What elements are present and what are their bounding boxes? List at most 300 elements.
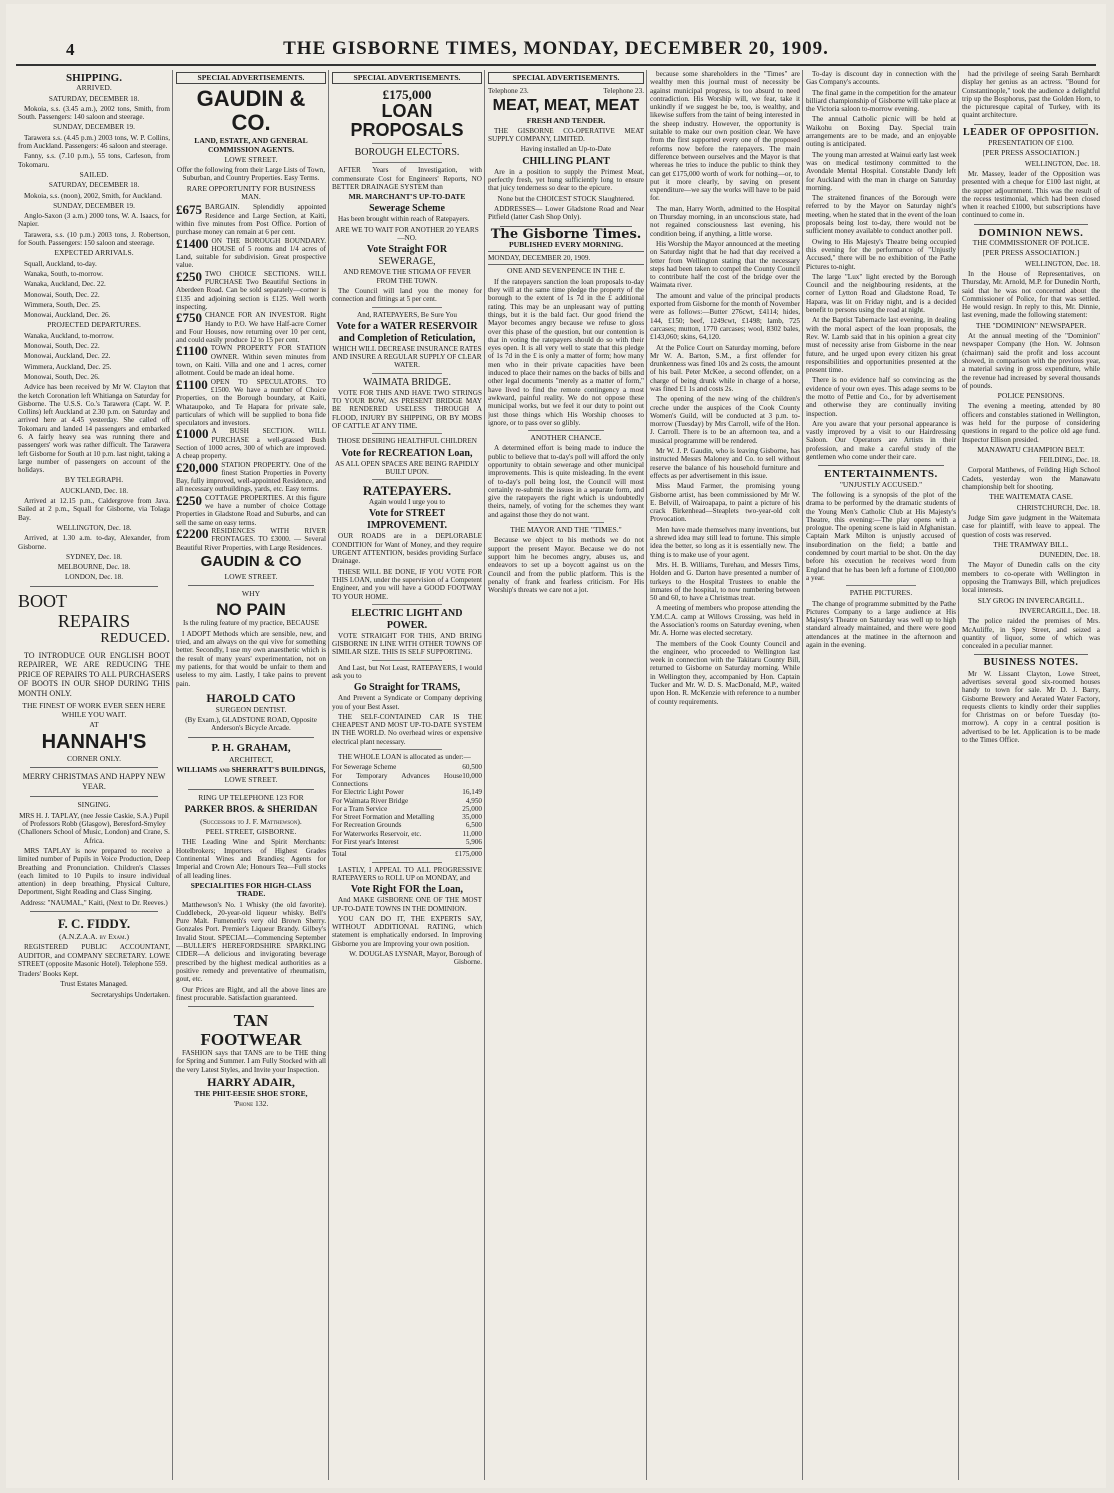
another-chance-title: ANOTHER CHANCE. [530, 433, 602, 443]
shipping-entry: Tarawera, s.s. (10 p.m.) 2003 tons, J. Robertson, for South. Passengers: 150 saloon and steerage. [18, 230, 170, 248]
council-text: The Council will land you the money for connection and fittings at 5 per cent. [332, 286, 482, 304]
listing [176, 270, 326, 311]
pensions-title: POLICE PENSIONS. [997, 391, 1065, 401]
gaudin-sub: LAND, ESTATE, AND GENERAL COMMISSION AGENTS. [194, 136, 308, 154]
unjustly-accused-title: "UNJUSTLY ACCUSED." [839, 479, 923, 489]
divider [974, 654, 1088, 655]
no-pain-title: NO PAIN [216, 600, 286, 620]
gaudin-title-2: GAUDIN & CO [200, 552, 302, 570]
news-paragraph: A meeting of members who propose attending the Y.M.C.A. camp at Willows Crossing, was held in the Association's rooms on Saturday evening, when Mr. A. Horne was elected secretary. [650, 604, 800, 638]
table-row [332, 821, 482, 829]
listing-price: £1000 [176, 426, 209, 442]
borough-electors: BOROUGH ELECTORS. [354, 147, 460, 159]
chilling-title: CHILLING PLANT [522, 155, 610, 167]
listing [176, 427, 326, 460]
loan-amount: £175,000 [382, 87, 432, 103]
newspaper-page [6, 4, 1106, 1488]
news-paragraph: Mr. Massey, leader of the Opposition was presented with a cheque for £100 last night, at the supper adjournment. This was the result of the recess testimonial, which had been closed when it reached £1000, but subscriptions have continued to come in. [962, 169, 1100, 220]
adair-title: HARRY ADAIR, [207, 1075, 295, 1090]
divider [372, 162, 442, 163]
news-paragraph: Are you aware that your personal appearance is vastly improved by a visit to our Hairdressing Saloon. Our Operators are Artists in their profession, and make a careful study of the gentlemen who come under their care. [806, 419, 956, 462]
divider [488, 264, 644, 265]
divider [528, 522, 604, 523]
electric-text: VOTE STRAIGHT FOR THIS, AND BRING GISBORNE IN LINE WITH OTHER TOWNS OF SIMILAR SIZE. THIS IS SELF SUPPORTING. [332, 631, 482, 657]
signature: W. DOUGLAS LYSNAR, Mayor, Borough of Gisborne. [349, 950, 482, 967]
taplay-address: Address: "NAUMAL," Kaiti, (Next to Dr. Reeves.) [20, 898, 168, 907]
prevent-text: And Prevent a Syndicate or Company depriving you of your Best Asset. [332, 694, 482, 711]
vote-sewerage: Vote Straight FOR [366, 244, 448, 256]
news-paragraph: The evening a meeting, attended by 80 officers and constables stationed in Wellington, was held for the purpose of considering questions in regard to the police old age fund. Inspector Ellison presided. [962, 402, 1100, 444]
column-divider [646, 70, 647, 1480]
vote-recreation: Vote for RECREATION Loan, [341, 447, 473, 459]
roads-text: OUR ROADS are in a DEPLORABLE CONDITION for Want of Money, and they require URGENT ATTENTION, besides providing Surface Drainage. [332, 532, 482, 566]
vote-trams: Go Straight for TRAMS, [353, 682, 461, 694]
sewerage-text: Has been brought within reach of Ratepayers. [338, 215, 470, 224]
newspaper-title: THE GISBORNE TIMES, MONDAY, DECEMBER 20, 1909. [283, 38, 829, 59]
why-label: WHY [241, 589, 261, 599]
shipping-entry: Tarawera s.s. (4.45 p.m.) 2003 tons, W. P. Collins, from Auckland. Passengers: 46 saloon and steerage. [18, 133, 170, 151]
leader-opposition-heading: LEADER OF OPPOSITION. [963, 126, 1099, 138]
another-chance-text: A determined effort is being made to induce the public to believe that to-day's poll will afford the only opportunity to obtain sewerage and other municipal improvements. This is quite misleading. In the event of to-day's poll being lost, the Council will most certainly re-submit the issues in a separate form, and give the ratepayers the right which is undoubtedly theirs, namely, of voting for the schemes they want and against those they do not want. [488, 444, 644, 519]
column-divider [802, 70, 803, 1480]
parker-title: PARKER BROS. & SHERIDAN [184, 804, 318, 815]
coop-text: THE GISBORNE CO-OPERATIVE MEAT SUPPLY COMPANY, LIMITED. [488, 126, 644, 144]
divider [188, 789, 314, 790]
column-loan-proposals [332, 70, 482, 1480]
listing-price: £1400 [176, 235, 209, 251]
divider [372, 433, 442, 434]
ring-label: RING UP TELEPHONE 123 FOR [198, 792, 304, 802]
these-text: THESE WILL BE DONE, IF YOU VOTE FOR THIS LOAN, under the supervision of a Competent Engineer, and you will have a GOOD FOOTWAY TO YOUR HOME. [332, 567, 482, 601]
healthful-text: THOSE DESIRING HEALTHFUL CHILDREN [337, 437, 477, 446]
allocation-amount: 11,000 [462, 829, 482, 838]
listing [176, 311, 326, 344]
no-pain-sub: Is the ruling feature of my practice, BECAUSE [182, 619, 320, 628]
telegraph-entry: SYDNEY, Dec. 18. [66, 552, 122, 561]
loan-title: LOAN PROPOSALS [350, 101, 464, 141]
allocation-amount: 4,950 [465, 796, 482, 805]
arrived-heading: ARRIVED. [76, 83, 112, 93]
allocation-item: For Electric Light Power [332, 788, 404, 797]
cato-sub: SURGEON DENTIST. [215, 704, 287, 714]
news-paragraph: Men have made themselves many inventions, but a shrewd idea may still lead to fortune. This simple idea the better, so long as it is essentially new. The thing is to make use of your agent. [650, 525, 800, 559]
dominion-news-heading: DOMINION NEWS. [978, 226, 1084, 239]
waimata-text: VOTE FOR THIS AND HAVE TWO STRINGS TO YOUR BOW, AS PRESENT BRIDGE MAY BE RENDERED USELESS THROUGH A FLOOD, INJURY BY SHIPPING, OR BY MOBS OF CATTLE AT ANY TIME. [332, 388, 482, 430]
chilling-text: Are in a position to supply the Primest Meat, perfectly fresh, yet hung sufficiently long to ensure that juicy tenderness so dear to the epicure. [488, 167, 644, 193]
telegraph-entry: Arrived, at 1.30 a.m. to-day, Alexander, from Gisborne. [18, 534, 170, 551]
column-shipping [18, 70, 170, 1480]
marchant-label: MR. MARCHANT'S UP-TO-DATE [348, 192, 466, 202]
divider [488, 251, 644, 252]
lastly-text: LASTLY, I APPEAL TO ALL PROGRESSIVE RATEPAYERS to ROLL UP on MONDAY, and [332, 865, 482, 882]
dateline: WELLINGTON, Dec. 18. [1024, 159, 1100, 168]
fiddy-foot: Secretaryships Undertaken. [90, 990, 170, 999]
entertainments-heading: ENTERTAINMENTS. [824, 468, 938, 481]
allocation-item: For Temporary Advances House Connections [332, 771, 463, 788]
allocation-item: For a Tram Service [332, 804, 388, 813]
listing-text: RESIDENCES WITH RIVER FRONTAGES. TO £3000. — Several Beautiful River Properties, with Large Residences. [176, 526, 326, 552]
table-row [332, 813, 482, 821]
news-paragraph: In the House of Representatives, on Thursday, Mr. Arnold, M.P. for Dunedin North, said that he was not concerned about the Commissioner of Police, for that was settled. He would resign. In reply to this, Mr. Dinnie, last evening, made the following statement: [962, 269, 1100, 320]
ratepayers-text: And, RATEPAYERS, Be Sure You [357, 310, 457, 319]
graham-sub: ARCHITECT, [229, 754, 273, 764]
listing-text: A BUSH SECTION. WILL PURCHASE a well-grassed Bush Section of 1000 acres, 300 of which are improved. A cheap property. [176, 427, 326, 461]
news-paragraph: Owing to His Majesty's Theatre being occupied this evening for the performance of "Unjustly Accused," there will be no exhibition of the Pathe Pictures to-night. [806, 237, 956, 271]
masthead-rule [16, 64, 1096, 66]
allocation-table [332, 763, 482, 858]
published-label: PUBLISHED EVERY MORNING. [508, 239, 623, 249]
page-number: 4 [66, 40, 75, 59]
list-item: Monowai, Auckland, Dec. 22. [24, 352, 111, 361]
boot-finest: THE FINEST OF WORK EVER SEEN HERE WHILE YOU WAIT. [22, 701, 166, 719]
prices-text: Our Prices are Right, and all the above lines are finest procurable. Satisfaction guaranteed. [176, 985, 326, 1002]
xmas-greeting: MERRY CHRISTMAS AND HAPPY NEW YEAR. [22, 772, 166, 792]
paper-title: The Gisborne Times. [490, 226, 642, 242]
make-text: And MAKE GISBORNE ONE OF THE MOST UP-TO-DATE TOWNS IN THE DOMINION. [332, 896, 482, 913]
self-contained-text: THE SELF-CONTAINED CAR IS THE CHEAPEST AND MOST UP-TO-DATE SYSTEM IN THE WORLD. No overhead wires or expensive electrical plant necessary. [332, 712, 482, 746]
divider [30, 911, 158, 912]
footwear-title: FOOTWEAR [200, 1030, 302, 1050]
news-paragraph: To-day is discount day in connection with the Gas Company's accounts. [806, 70, 956, 87]
boot-title: BOOT [18, 590, 67, 611]
news-paragraph: Miss Maud Farmer, the promising young Gisborne artist, has been commissioned by Mr W. E. Belvill, of Wairoapapa, to paint a picture of his crack Birkenhead—Steaplets two-year-old colt Provocation. [650, 482, 800, 524]
listing-text: CHANCE FOR AN INVESTOR. Right Handy to P.O. We have Half-acre Corner and Four Houses, now returning over 10 per cent, and could easily produce 12 to 15 per cent. [176, 311, 326, 345]
news-paragraph: The annual Catholic picnic will be held at Waikohu on Boxing Day. Special train arrangements are to be made, and an enjoyable outing is anticipated. [806, 115, 956, 149]
vote-loan: Vote Right FOR the Loan, [350, 884, 464, 896]
taplay-text: MRS TAPLAY is now prepared to receive a limited number of Pupils in Voice Production, Deep Breathing and Pronunciation. Children's Classes (each limited to 10 Pupils to insure individual attention) in deep breathing, Physical Culture, Deportment, Sight Reading and Class Singing. [18, 846, 170, 897]
column-advertisements-1 [176, 70, 326, 1480]
divider [188, 585, 314, 586]
divider [372, 862, 442, 863]
telephone-row [488, 87, 644, 95]
divider [372, 479, 442, 480]
list-item: Monowai, South, Dec. 22. [24, 342, 100, 351]
adair-phone: 'Phone 132. [233, 1099, 269, 1109]
telegraph-entry: AUCKLAND, Dec. 18. [59, 486, 129, 495]
allocation-amount: 5,906 [465, 838, 482, 847]
editorial-date: MONDAY, DECEMBER 20, 1909. [488, 254, 591, 263]
shipping-entry: Mokoia, s.s. (3.45 a.m.), 2002 tons, Smith, from South. Passengers: 140 saloon and steerage. [18, 104, 170, 122]
waimata-title: WAIMATA BRIDGE. [362, 376, 452, 388]
listing [176, 203, 326, 236]
news-paragraph: The police raided the premises of Mrs. McAuliffe, in Spey Street, and seized a quantity of liquor, some of which was concealed in a peculiar manner. [962, 617, 1100, 651]
parker-text: THE Leading Wine and Spirit Merchants: Hotelbrokers; Importers of Highest Grades Continental Wines and Brandies; Agents for Imperial and Crown Ale; Honours Tea—Full stocks of all leading lines. [176, 838, 326, 880]
pathe-title: PATHE PICTURES. [849, 588, 913, 598]
investigation-text: AFTER Years of Investigation, with commensurate Cost for Engineers' Reports, NO BETTER DRAINAGE SYSTEM than [332, 166, 482, 191]
table-row [332, 788, 482, 796]
telegraph-heading: BY TELEGRAPH. [64, 475, 124, 485]
news-paragraph: Mr W. Lissant Clayton, Lowe Street, advertises several good six-roomed houses handy to town for sale. Mr D. J. Barry, Gisborne Brewery and Aerated Water Factory, requests clients to kindly order their supplies for Christmas on or before Tuesday (to-morrow). A copy in a central position is advertised to be let. Application is to be made to the Times Office. [962, 669, 1100, 745]
listing-text: TWO CHOICE SECTIONS. WILL PURCHASE Two Beautiful Sections in Aberdeen Road. Can be sold separately—corner is £135 and adjoining section is £125. Well worth inspecting. [176, 269, 326, 311]
divider [818, 465, 944, 466]
news-paragraph: At the Police Court on Saturday morning, before Mr W. A. Barton, S.M., a first offender for drunkenness was fined 10s and 2s costs, the amount of his bail. Peter McKee, a second offender, on a charge of being drunk while in charge of a horse, was fined £1 1s and costs 2s. [650, 343, 800, 393]
allocation-item: For Recreation Grounds [332, 821, 402, 830]
specialities-heading: SPECIALITIES FOR HIGH-CLASS TRADE. [190, 880, 312, 899]
news-paragraph: The young man arrested at Wainui early last week was on medical testimony committed to the Avondale Mental Hospital. Constable Dandy left for Auckland with the man in charge on Saturday morning. [806, 150, 956, 192]
divider [372, 307, 442, 308]
telephone: Telephone 23. [603, 87, 644, 96]
table-row [332, 805, 482, 813]
listing [176, 461, 326, 494]
open-spaces-text: AS ALL OPEN SPACES ARE BEING RAPIDLY BUILT UPON. [334, 459, 480, 476]
allocation-amount: 35,000 [462, 813, 482, 822]
news-paragraph: Corporal Matthews, of Feilding High School Cadets, yesterday won the Manawatu championship belt for shooting. [962, 466, 1100, 492]
divider [30, 796, 158, 797]
list-item: Wimmera, South, Dec. 25. [24, 300, 101, 309]
news-paragraph: Mrs. H. B. Williams, Turehau, and Messrs Tims, Holden and G. Darton have presented a number of turkeys to the Hospital Trustees to enable the inmates of the hospital, to now numbering between 50 and 60, to have a Christmas treat. [650, 560, 800, 603]
listing [176, 494, 326, 527]
list-item: Monowai, South, Dec. 22. [24, 290, 100, 299]
vote-water: Vote for a WATER RESERVOIR [336, 320, 478, 332]
table-total-row [332, 848, 482, 858]
listing-text: STATION PROPERTY. One of the finest Station Properties in Poverty Bay, fully improved, well-appointed Residence, and all necessary outbuildings, yards, etc. Easy terms. [176, 460, 326, 494]
dateline: INVERCARGILL, Dec. 18. [1019, 606, 1100, 615]
parker-sub: (Successors to J. F. Matthewson). [200, 816, 302, 826]
divider [372, 373, 442, 374]
sailed-heading: SAILED. [79, 169, 109, 179]
fiddy-text: REGISTERED PUBLIC ACCOUNTANT, AUDITOR, and COMPANY SECRETARY. LOWE STREET (opposite Masonic Hotel). Telephone 559. [18, 943, 170, 968]
entertainment-text: The following is a synopsis of the plot of the drama to be performed by the dramatic students of the Young Men's Catholic Club at His Majesty's Theatre, this evening:—The play opens with a prologue. The opening scene is laid in Afghanistan. Captain Mark Milton is unjustly accused of insubordination on the field; a battle and condemned by court martial to be shot. On the day before his execution he receives word from England that he has been left a fortune of £100,000 a year. [806, 490, 956, 582]
listing-price: £250 [176, 268, 202, 284]
press-association: [PER PRESS ASSOCIATION.] [982, 248, 1080, 258]
news-paragraph: The straitened finances of the Borough were referred to by the Mayor on Saturday night's meeting, when he stated that in the event of the loan proposals being lost to-day, there would not be sufficient money available to conduct another poll. [806, 194, 956, 236]
business-notes-heading: BUSINESS NOTES. [983, 657, 1079, 669]
expected-heading: EXPECTED ARRIVALS. [54, 248, 134, 258]
column-local-news-1 [650, 70, 800, 1480]
table-row [332, 797, 482, 805]
shipping-entry: SATURDAY, DECEMBER 18. [48, 181, 140, 190]
boot-text: TO INTRODUCE OUR ENGLISH BOOT REPAIRER, WE ARE REDUCING THE PRICE OF REPAIRS TO ALL PURCHASERS OF BOOTS IN OUR SHOP DURING THIS MONTH ONLY. [18, 650, 170, 698]
divider [974, 124, 1088, 125]
telegraph-entry: LONDON, Dec. 18. [64, 573, 124, 582]
listing-price: £20,000 [176, 459, 219, 475]
sewerage-label: SEWERAGE, [378, 256, 436, 268]
shipping-advice: Advice has been received by Mr W. Clayton that the ketch Coronation left Whitianga on Saturday for Gisborne. The U.S.S. Co.'s Tarawera (Capt. W. P. Collins) left Auckland at 2.30 p.m. on Saturday and arrived here at 4.45 yesterday. She called off Tokomaru and landed 14 passengers and embarked 6. A fairly heavy sea was running there and passengers' work was rather difficult. The Tarawera left Gisborne for South at 10 p.m. last night, taking a large number of passengers on account of the holidays. [18, 383, 170, 475]
press-association: [PER PRESS ASSOCIATION.] [982, 148, 1080, 158]
pathe-text: The change of programme submitted by the Pathe Pictures Company to a large audience at His Majesty's Theatre on Saturday was well up to high standard already maintained, and there were good attendances at the matinee in the afternoon and again in the evening. [806, 599, 956, 649]
listing [176, 237, 326, 270]
tan-title: TAN [233, 1011, 269, 1031]
hannahs-title: HANNAH'S [41, 731, 147, 754]
article-title: ONE AND SEVENPENCE IN THE £. [507, 266, 625, 276]
electric-title: ELECTRIC LIGHT AND POWER. [351, 607, 463, 631]
list-item: Monowai, South, Dec. 26. [24, 372, 100, 381]
news-paragraph: The opening of the new wing of the children's creche under the auspices of the Cook County Women's Guild, will be conducted at 3 p.m. to-morrow (Tuesday) by Mrs Carroll, wife of the Hon. J. Carroll. There is to be an afternoon tea, and a musical programme will be rendered. [650, 395, 800, 445]
surance-text: WHICH WILL DECREASE INSURANCE RATES AND INSURE A REGULAR SUPPLY OF CLEAR WATER. [332, 344, 482, 370]
list-item: Wanaka, Auckland, Dec. 22. [24, 280, 106, 289]
listing-text: TOWN PROPERTY FOR STATION OWNER. Within seven minutes from town, on Kaiti. Villa and one and 1 acres, corner allotment. Could be made an ideal home. [176, 344, 326, 378]
presentation-title: PRESENTATION OF £100. [988, 138, 1074, 148]
allocation-amount: 16,149 [462, 788, 482, 797]
divider [30, 586, 158, 587]
dateline: CHRISTCHURCH, Dec. 18. [1016, 503, 1100, 512]
special-ads-heading: SPECIAL ADVERTISEMENTS. [332, 72, 482, 84]
divider [188, 737, 314, 738]
meat-title: MEAT, MEAT, MEAT [492, 96, 640, 114]
column-editorial [488, 70, 644, 1480]
corner-only: CORNER ONLY. [67, 754, 121, 764]
list-item: Wimmera, Auckland, Dec. 25. [24, 362, 112, 371]
waitemata-title: THE WAITEMATA CASE. [989, 492, 1073, 502]
vote-street: Vote for STREET IMPROVEMENT. [366, 508, 448, 532]
news-paragraph: Judge Sim gave judgment in the Waitemata case for plaintiff, with leave to appeal. The question of costs was reserved. [962, 513, 1100, 539]
allocation-item: For First year's Interest [332, 838, 399, 847]
allocation-amount: 60,500 [462, 763, 482, 772]
gaudin-street-2: LOWE STREET. [224, 571, 278, 581]
reduced-title: REDUCED. [100, 630, 170, 646]
gaudin-text: Offer the following from their Large Lists of Town, Suburban, and Country Properties. Easy Terms. [176, 166, 326, 183]
shipping-entry: SUNDAY, DECEMBER 19. [53, 123, 135, 132]
news-paragraph: The amount and value of the principal products exported from Gisborne for the month of November were as follows:—Butter 276cwt, £4114; hides, 144, £150; beef, 1249cwt, £1498; lamb, 725 carcases; mutton, 1770 carcases; wool, 8302 bales, £143,060; skins, 64,120. [650, 291, 800, 342]
cato-title: HAROLD CATO [206, 690, 296, 705]
news-paragraph: Mr W. J. P. Gaudin, who is leaving Gisborne, has instructed Messrs Maloney and Co. to sell without reserve the balance of his household furniture and effects as per advertisement in this issue. [650, 447, 800, 480]
rare-heading: RARE OPPORTUNITY FOR BUSINESS MAN. [186, 183, 316, 202]
singing-heading: SINGING. [77, 800, 111, 810]
column-local-news-2 [806, 70, 956, 1480]
dateline: DUNEDIN, Dec. 18. [1039, 551, 1100, 560]
boot-ad [18, 591, 170, 764]
news-paragraph: The final game in the competition for the amateur billiard championship of Gisborne will take place at the Victoria saloon to-morrow evening. [806, 88, 956, 114]
last-text: And Last, but Not Least, RATEPAYERS, I would ask you to [332, 663, 482, 680]
list-item: Wanaka, Auckland, to-morrow. [24, 331, 114, 340]
list-item: Squall, Auckland, to-day. [24, 259, 97, 268]
allocation-item: For Waterworks Reservoir, etc. [332, 829, 422, 838]
total-amount: £175,000 [455, 850, 482, 859]
shipping-heading: SHIPPING. [66, 72, 122, 84]
listing-price: £1100 [176, 376, 208, 392]
addresses-text: ADDRESSES— Lower Gladstone Road and Near Pitfield (latter Cash Shop Only). [488, 204, 644, 222]
listing-price: £1100 [176, 343, 208, 359]
news-paragraph: There is no evidence half so convincing as the evidence of your own eyes. This adage seems to be the motto of Pettie and Co., for by advertisement and otherwise they are continually inviting inspection. [806, 376, 956, 418]
whole-loan-text: THE WHOLE LOAN is allocated as under:— [338, 753, 471, 762]
allocation-amount: 10,000 [462, 771, 482, 780]
shipping-entry: Anglo-Saxon (3 a.m.) 2000 tons, W. A. Isaacs, for Napier. [18, 212, 170, 229]
sewerage-title: Sewerage Scheme [369, 203, 445, 215]
listing-text: BARGAIN. Splendidly appointed Residence and Large Section, at Kaiti, within five minutes from Post Office. Portion of purchase money can remain at 6 per cent. [176, 203, 326, 237]
mayor-times-text: Because we object to his methods we do not support the present Mayor. Because we do not support him he becomes angry, abuses us, and endeavors to set up a boycott against us on the Council and from the public platform. This is the penalty of frank and fearless criticism. For His Worship's threats we care not a jot. [488, 536, 644, 595]
listing-price: £2200 [176, 525, 209, 541]
at-label: AT [89, 719, 99, 729]
divider [30, 767, 158, 768]
column-divider [958, 70, 959, 1480]
divider [974, 224, 1088, 225]
newspaper-title-sub: THE "DOMINION" NEWSPAPER. [975, 320, 1087, 330]
repairs-title: REPAIRS [57, 610, 131, 631]
urge-text: Again would I urge you to [369, 498, 445, 507]
news-paragraph: At the annual meeting of the "Dominion" newspaper Company (the Hon. W. Johnson (chairman) said the profit and loss account showed, in comparison with the previous year, a material saving in gross expenditure, while the revenue had increased by several thousands of pounds. [962, 332, 1100, 390]
allocation-item: For Sewerage Scheme [332, 763, 397, 772]
gaudin-street: LOWE STREET. [224, 154, 278, 164]
total-label: Total [332, 850, 347, 859]
table-row [332, 830, 482, 838]
graham-building: WILLIAMS and SHERRATT'S BUILDINGS, [176, 765, 326, 774]
divider [528, 430, 604, 431]
listing-text: ON THE BOROUGH BOUNDARY. HOUSE of 5 rooms and 1/4 acres of Land, suitable for subdivision. Great prospective value. [176, 236, 326, 270]
news-paragraph: because some shareholders in the "Times" are wealthy men this journal must of necessity be against municipal progress, is too absurd to need contradiction. His Worship will, we fear, take it unkindly if we suggest he be, too, is wealthy, and likewise suffers from the taint of being interested in the sheep industry. However, the opportunity is suitable to make our own position clear. We have from the first supported every one of the proposed reforms now before the ratepayers. The main difference between ourselves and the Mayor is that whereas he tries to induce the public to think they can get £175,000 worth of work for nothing—or, to put it more clearly, by saving on present expenditure—we say the works will have to be paid for. [650, 70, 800, 203]
listing-price: £750 [176, 310, 202, 326]
singing-text: MRS H. J. TAPLAY, (nee Jessie Caskie, S.A.) Pupil of Professors Robb (Glasgow), Beresford-Smyley (Challoners School of Music, London) and Crane, S. Africa. [18, 811, 170, 845]
divider [372, 143, 442, 144]
completion-label: and Completion of Reticulation, [338, 332, 476, 344]
shipping-entry: Mokoia, s.s. (noon), 2002, Smith, for Auckland. [24, 191, 162, 200]
fashion-text: FASHION says that TANS are to be THE thing for Spring and Summer. I am Fully Stocked with all the very Latest Styles, and Invite your Inspection. [176, 1049, 326, 1074]
allocation-item: For Street Formation and Metalling [332, 813, 435, 822]
telephone: Telephone 23. [488, 87, 529, 96]
listing-price: £250 [176, 492, 202, 508]
listing-text: OPEN TO SPECULATORS. TO £1500. We have a number of Choice Properties, on the Borough boundary, at Kaiti, Whataupoko, and Te Hapara for private sale, particulars of which will be supplied to bona fide speculators and investors. [176, 377, 326, 428]
list-item: Wanaka, South, to-morrow. [24, 269, 103, 278]
graham-street: LOWE STREET. [224, 775, 278, 785]
divider [372, 604, 442, 605]
dateline: WELLINGTON, Dec. 18. [1024, 259, 1100, 268]
special-ads-heading: SPECIAL ADVERTISEMENTS. [176, 72, 326, 84]
mayor-times-title: THE MAYOR AND THE "TIMES." [510, 525, 622, 535]
fiddy-foot: Trust Estates Managed. [60, 980, 128, 989]
news-paragraph: had the privilege of seeing Sarah Bernhardt display her genius as an actress. "Bound for Constantinople," took the audience a delightful trip up the Bosphorus, past the Golden Horn, to the picturesque capital of Turkey, with its quaint architecture. [962, 70, 1100, 120]
shipping-entry: SATURDAY, DECEMBER 18. [48, 94, 140, 103]
manawatu-title: MANAWATU CHAMPION BELT. [977, 444, 1085, 454]
telegraph-entry: Arrived at 12.15 p.m., Caldergrove from Java. Sailed at 2 p.m., Squall for Gisborne, via Tolaga Bay. [18, 497, 170, 522]
divider [846, 585, 916, 586]
listing [176, 527, 326, 552]
news-paragraph: The man, Harry Worth, admitted to the Hospital on Thursday morning, in an unconscious state, had not regained consciousness last evening, his condition being, if anything, a little worse. [650, 204, 800, 238]
fiddy-foot: Traders' Books Kept. [18, 970, 79, 979]
telegraph-entry: MELBOURNE, Dec. 18. [57, 563, 131, 572]
adair-sub: THE PHIT-EESIE SHOE STORE, [194, 1089, 308, 1099]
table-row [332, 772, 482, 789]
allocation-item: For Waimata River Bridge [332, 796, 409, 805]
cato-text: (By Exam.), GLADSTONE ROAD, Opposite Anderson's Bicycle Arcade. [185, 716, 317, 733]
commissioner-title: THE COMMISSIONER OF POLICE. [972, 238, 1090, 248]
tramway-title: THE TRAMWAY BILL. [993, 539, 1069, 549]
stigma-text: AND REMOVE THE STIGMA OF FEVER FROM THE TOWN. [343, 268, 471, 285]
grog-title: SLY GROG IN INVERCARGILL. [977, 595, 1085, 605]
news-paragraph: The members of the Cook County Council and the engineer, who proceeded to Wellington last week in connection with the Takitaru County Bill, returned to Gisborne on Saturday morning. While in Wellington they, accompanied by Hon. Captain Tucker and Mr. W. D. S. MacDonald, M.P., waited upon Hon. R. McKenzie with reference to a number of county requirements. [650, 639, 800, 706]
listing-price: £675 [176, 202, 202, 218]
table-row [332, 838, 482, 846]
dateline: FEILDING, Dec. 18. [1039, 456, 1100, 465]
shipping-entry: SUNDAY, DECEMBER 19. [53, 201, 135, 210]
gaudin-title: GAUDIN & CO. [196, 86, 306, 136]
listing [176, 378, 326, 428]
divider [188, 1006, 314, 1007]
news-paragraph: His Worship the Mayor announced at the meeting on Saturday night that he had that day received a letter from Wellington stating that the necessary steps had been taken to compel the County Council to contribute half the cost of the bridge over the Waimata river. [650, 239, 800, 290]
none-text: None but the CHOICEST STOCK Slaughtered. [497, 194, 635, 203]
column-divider [172, 70, 173, 1480]
no-pain-text: I ADOPT Methods which are sensible, new, and tried, and am always on the qui vive for something better. Secondly, I use my own anaesthetic which is the result of many years' experimentation, not on my patients, for that would be unfair to them and useless to my aim. Lastly, I take pains to prevent pain. [176, 629, 326, 688]
fiddy-sub: (A.N.Z.A.A. by Exam.) [58, 931, 130, 941]
specialities-text: Matthewson's No. 1 Whisky (the old favorite). Cuddlebeck, 20-year-old liqueur whisky. Bell's Pure Malt. Fumeneth's very old Brown Sherry. Gonzales Port. Premier's Liqueur Brandy. Gilbey's Invalid Stout. SPECIAL—Commencing September—BULLER'S HEREFORDSHIRE SPARKLING CIDER—A delicious and invigorating beverage prescribed by the highest medical authorities as a positive remedy and preventative of rheumatism, gout, etc. [176, 900, 326, 984]
shipping-entry: Fanny, s.s. (7.10 p.m.), 55 tons, Carleson, from Tokomaru. [18, 152, 170, 169]
listing [176, 344, 326, 377]
fiddy-title: F. C. FIDDY. [57, 915, 131, 931]
column-divider [484, 70, 485, 1480]
chilling-intro: Having installed an Up-to-Date [520, 145, 612, 154]
allocation-amount: 6,500 [465, 821, 482, 830]
listing-text: COTTAGE PROPERTIES. At this figure we have a number of choice Cottage Properties in Gladstone Road and Suburbs, and can sell the same on easy terms. [176, 493, 326, 527]
graham-title: P. H. GRAHAM, [211, 741, 291, 754]
news-paragraph: The Mayor of Dunedin calls on the city members to co-operate with Wellington in opposing the Tramways Bill, which prejudices local interests. [962, 561, 1100, 595]
fresh-label: FRESH AND TENDER. [526, 115, 606, 125]
ratepayers-title: RATEPAYERS. [362, 483, 452, 499]
telegraph-entry: WELLINGTON, Dec. 18. [56, 523, 132, 532]
news-paragraph: At the Baptist Tabernacle last evening, in dealing with the moral aspect of the loan proposals, the Rev. W. Lamb said that in his opinion a great city must of necessity arise from Gisborne in the near future, and he urged upon every citizen his great responsibilities and opportunities presented at the present time. [806, 316, 956, 375]
parker-street: PEEL STREET, GISBORNE. [205, 827, 297, 837]
divider [372, 660, 442, 661]
list-item: Monowai, Auckland, Dec. 26. [24, 311, 111, 320]
divider [372, 749, 442, 750]
wait-text: ARE WE TO WAIT FOR ANOTHER 20 YEARS—NO. [335, 225, 479, 243]
